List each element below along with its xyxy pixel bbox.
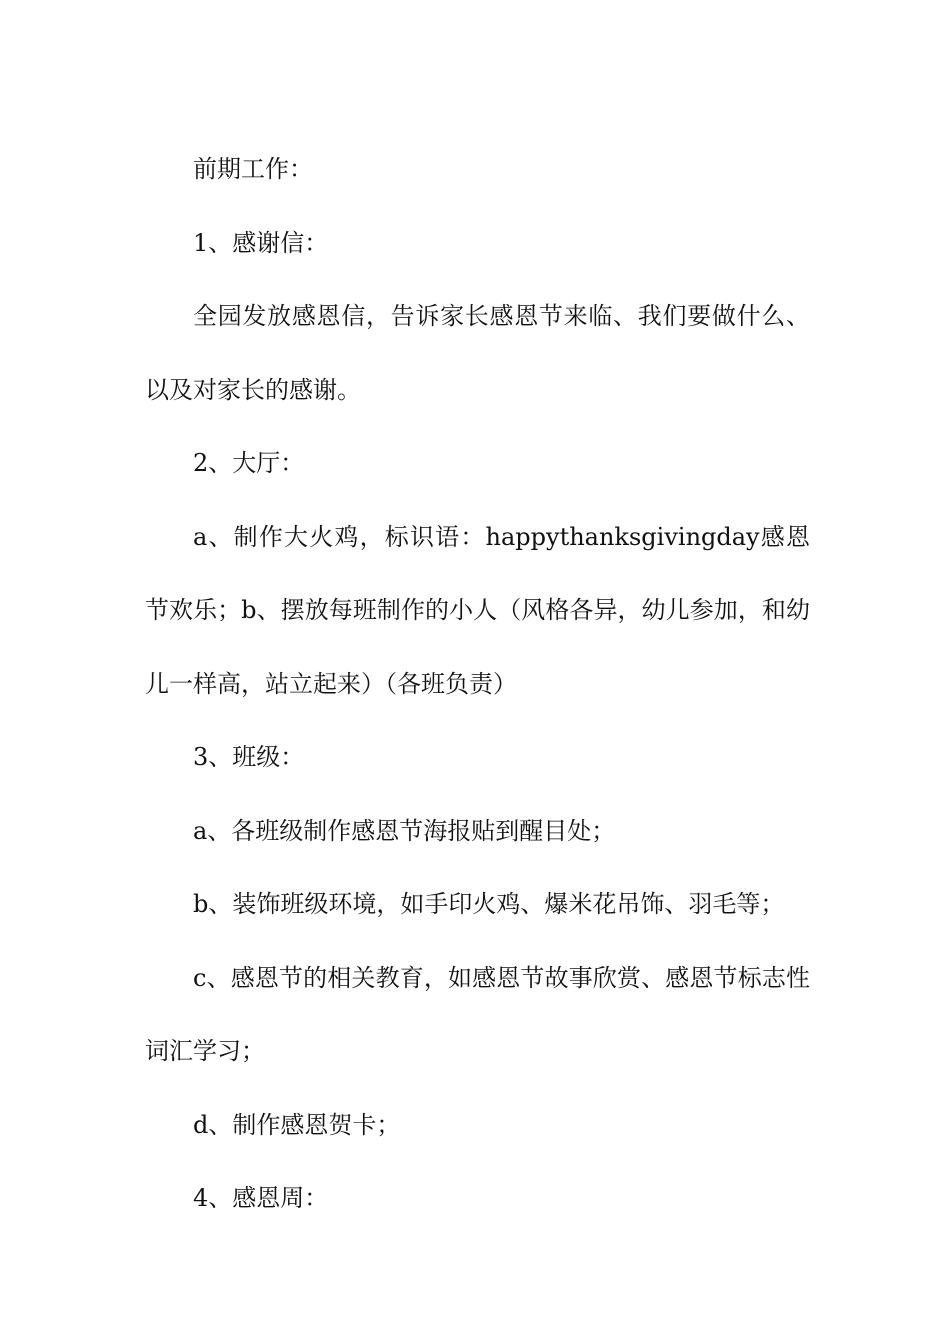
paragraph-class-environment: b、装饰班级环境，如手印火鸡、爆米花吊饰、羽毛等； [193, 890, 785, 918]
item-heading-thank-you-letter: 1、感谢信： [193, 228, 329, 257]
paragraph-class-education: c、感恩节的相关教育，如感恩节故事欣赏、感恩节标志性词汇学习； [145, 963, 810, 1065]
item-heading-thanksgiving-week: 4、感恩周： [193, 1184, 329, 1212]
paragraph-hall-decoration: a、制作大火鸡，标识语：happythanksgivingday感恩节欢乐；b、摆放每班制作的小人（风格各异，幼儿参加，和幼儿一样高，站立起来）（各班负责） [145, 522, 810, 698]
paragraph-thank-you-letter: 全园发放感恩信，告诉家长感恩节来临、我们要做什么、以及对家长的感谢。 [145, 302, 810, 404]
item-heading-hall: 2、大厅： [193, 449, 305, 477]
document-body [145, 133, 810, 1236]
paragraph-class-poster: a、各班级制作感恩节海报贴到醒目处； [193, 816, 616, 845]
item-heading-class: 3、班级： [193, 743, 305, 771]
paragraph-greeting-card: d、制作感恩贺卡； [193, 1110, 401, 1139]
section-heading-preparation: 前期工作： [193, 155, 313, 183]
